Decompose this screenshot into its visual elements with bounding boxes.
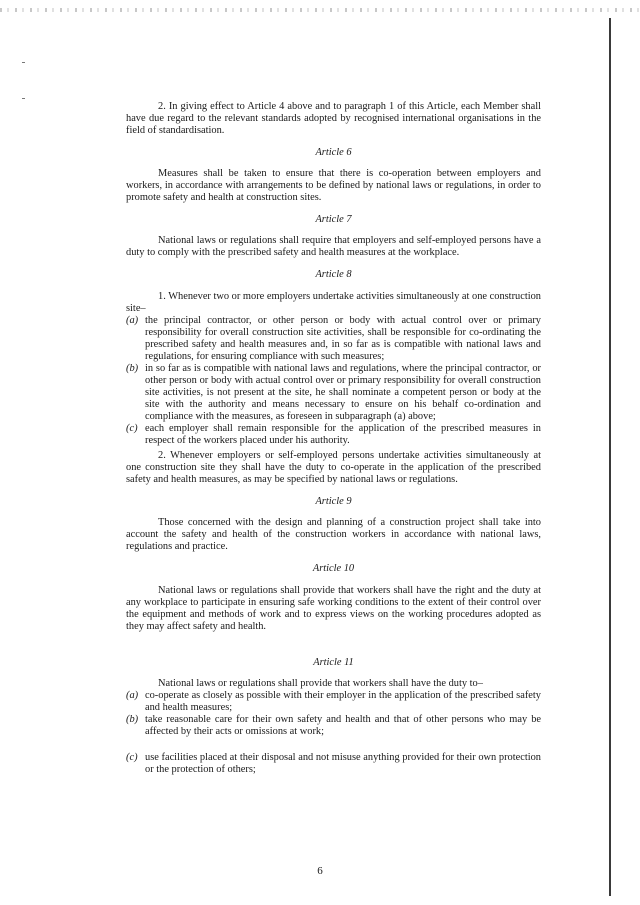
item-letter: (c) (126, 751, 138, 763)
item-letter: (c) (126, 423, 138, 435)
article11-item-a (126, 690, 541, 714)
article10-heading: Article 10 (312, 563, 355, 575)
article8-heading: Article 8 (315, 269, 352, 281)
item-text: each employer shall remain responsible for the application of the prescribed measures in respect of the workers placed under his authority. (145, 423, 541, 447)
binding-edge-rule (609, 18, 611, 896)
article11-item-b (126, 714, 541, 738)
item-letter: (a) (126, 689, 139, 701)
document-body (126, 101, 541, 776)
item-letter: (b) (126, 713, 139, 725)
article7-heading: Article 7 (315, 214, 352, 226)
article8-paragraph-2: 2. Whenever employers or self-employed persons undertake activities simultaneously at one construction site they shall have the duty to co-operate in the application of the prescribed safety and health measures, as may be specified by national laws or regulations. (126, 450, 541, 486)
article8-item-b (126, 363, 541, 423)
scan-speck (22, 98, 25, 99)
article8-item-c (126, 423, 541, 447)
article6-text: Measures shall be taken to ensure that there is co-operation between employers and workers, in accordance with arrangements to be defined by national laws or regulations, in order to promote safety and health at construction sites. (126, 168, 541, 204)
article6-heading: Article 6 (315, 147, 352, 159)
article10-text: National laws or regulations shall provide that workers shall have the right and the duty at any workplace to participate in ensuring safe working conditions to the extent of their control over the equipment and methods of work and to express views on the working procedures adopted as they may affect safety and health. (126, 584, 541, 632)
article9-text: Those concerned with the design and planning of a construction project shall take into account the safety and health of the construction workers in accordance with national laws, regulations and practice. (126, 517, 541, 553)
article7-text: National laws or regulations shall require that employers and self-employed persons have a duty to comply with the prescribed safety and health measures at the workplace. (126, 235, 541, 259)
article11-item-c (126, 752, 541, 776)
item-text: in so far as is compatible with national laws and regulations, where the principal contractor, or other person or body with actual control over or primary responsibility for overall construction site activities, is not present at the site, he shall nominate a competent person or body at the site with the authority and means necessary to ensure on his behalf co-ordination and compliance with the measures, as foreseen in subparagraph (a) above; (145, 362, 541, 422)
article9-heading: Article 9 (315, 496, 352, 508)
scan-artifact-top (0, 8, 640, 12)
article11-heading: Article 11 (313, 656, 354, 668)
item-letter: (b) (126, 362, 139, 374)
article8-paragraph-1: 1. Whenever two or more employers undertake activities simultaneously at one construction site– (126, 290, 541, 314)
article8-item-a (126, 315, 541, 363)
article4-paragraph-2: 2. In giving effect to Article 4 above and to paragraph 1 of this Article, each Member shall have due regard to the relevant standards adopted by recognised international organisations in the field of standardisation. (126, 101, 541, 137)
item-text: co-operate as closely as possible with their employer in the application of the prescribed safety and health measures; (145, 689, 541, 713)
item-text: take reasonable care for their own safety and health and that of other persons who may be affected by their acts or omissions at work; (145, 713, 541, 737)
item-letter: (a) (126, 314, 139, 326)
scan-speck (22, 62, 25, 63)
item-text: use facilities placed at their disposal and not misuse anything provided for their own protection or the protection of others; (145, 751, 541, 776)
article11-intro: National laws or regulations shall provide that workers shall have the duty to– (158, 677, 483, 689)
item-text: the principal contractor, or other person or body with actual control over or primary responsibility for overall construction site activities, shall be responsible for co-ordinating the prescribed safety and health measures and, in so far as is compatible with national laws and regulations, for ensuring compliance with such measures; (145, 314, 541, 362)
page-number: 6 (317, 865, 323, 877)
